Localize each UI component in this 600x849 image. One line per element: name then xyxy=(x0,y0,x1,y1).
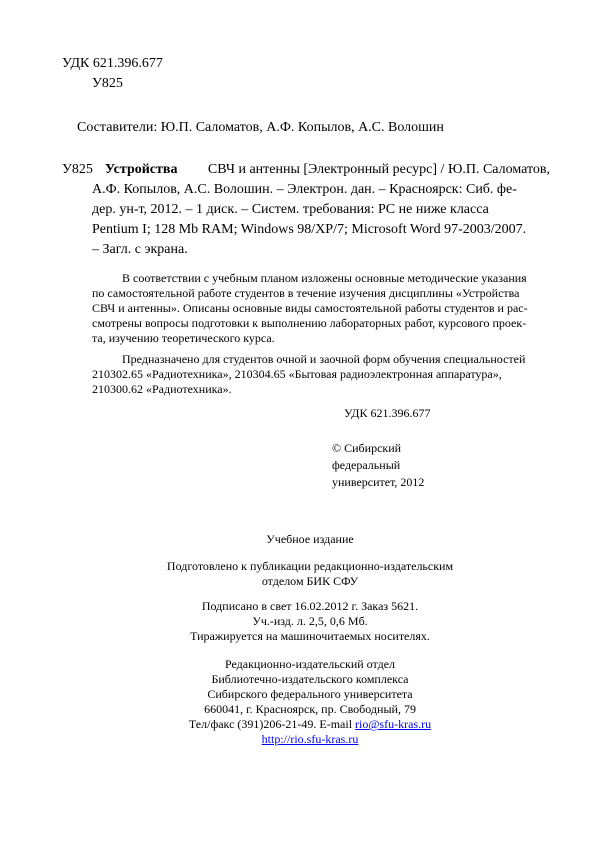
biblio-title-line xyxy=(105,160,550,180)
publisher-address: 660041, г. Красноярск, пр. Свободный, 79 xyxy=(204,702,416,716)
biblio-continuation xyxy=(62,180,550,260)
biblio-title: Устройства xyxy=(104,162,178,177)
phone-text: Тел/факс (391)206-21-49. E-mail xyxy=(188,717,356,731)
udk-right: УДК 621.396.677 xyxy=(344,406,431,420)
copyright-line: федеральный xyxy=(332,458,401,472)
abstract-line: СВЧ и антенны». Описаны основные виды самостоятельной работы студентов и рас- xyxy=(92,301,528,315)
biblio-title-rest: СВЧ и антенны [Электронный ресурс] / Ю.П. Саломатов, xyxy=(207,162,550,177)
website-link[interactable]: http://rio.sfu-kras.ru xyxy=(261,732,359,746)
biblio-line: Pentium I; 128 Mb RAM; Windows 98/XP/7; Microsoft Word 97-2003/2007. xyxy=(92,222,527,237)
abstract-line: 210300.62 «Радиотехника». xyxy=(92,382,232,396)
publisher-block xyxy=(100,657,520,747)
biblio-line-1 xyxy=(62,160,550,180)
publisher-line: Сибирского федерального университета xyxy=(207,687,413,701)
abstract-line: В соответствии с учебным планом изложены основные методические указания xyxy=(122,271,527,285)
abstract-line: 210302.65 «Радиотехника», 210304.65 «Бытовая радиоэлектронная аппаратура», xyxy=(92,367,502,381)
publisher-line: Библиотечно-издательского комплекса xyxy=(211,672,409,686)
prepared-line: отделом БИК СФУ xyxy=(261,574,359,588)
compilers-line: Составители: Ю.П. Саломатов, А.Ф. Копылов, А.С. Волошин xyxy=(77,120,444,135)
publisher-line: Редакционно-издательский отдел xyxy=(224,657,396,671)
edition-label: Учебное издание xyxy=(266,532,354,546)
publisher-contacts xyxy=(100,717,520,732)
biblio-code: У825 xyxy=(62,162,93,177)
abstract-line: Предназначено для студентов очной и заочной форм обучения специальностей xyxy=(122,352,526,366)
signed-line: Тиражируется на машиночитаемых носителях. xyxy=(190,629,430,643)
signed-line: Подписано в свет 16.02.2012 г. Заказ 5621. xyxy=(201,599,419,613)
biblio-line: дер. ун-т, 2012. – 1 диск. – Систем. требования: PC не ниже класса xyxy=(92,202,489,217)
email-link[interactable]: rio@sfu-kras.ru xyxy=(355,717,432,731)
biblio-line: А.Ф. Копылов, А.С. Волошин. – Электрон. дан. – Красноярск: Сиб. фе- xyxy=(92,182,517,197)
copyright-block xyxy=(332,440,424,491)
prepared-line: Подготовлено к публикации редакционно-издательским xyxy=(166,559,454,573)
bibliographic-record xyxy=(62,160,550,260)
prepared-block xyxy=(100,559,520,589)
abstract-line: та, изучению теоретического курса. xyxy=(92,331,275,345)
udk-block xyxy=(62,54,163,94)
abstract xyxy=(92,271,548,397)
signed-block xyxy=(100,599,520,644)
copyright-line: © Сибирский xyxy=(332,441,402,455)
udk-code: УДК 621.396.677 xyxy=(62,56,163,71)
author-index: У825 xyxy=(92,76,123,91)
signed-line: Уч.-изд. л. 2,5, 0,6 Мб. xyxy=(252,614,368,628)
abstract-line: смотрены вопросы подготовки к выполнению лабораторных работ, курсового проек- xyxy=(92,316,527,330)
biblio-line: – Загл. с экрана. xyxy=(92,242,188,257)
copyright-line: университет, 2012 xyxy=(332,475,425,489)
abstract-line: по самостоятельной работе студентов в течение изучения дисциплины «Устройства xyxy=(92,286,520,300)
